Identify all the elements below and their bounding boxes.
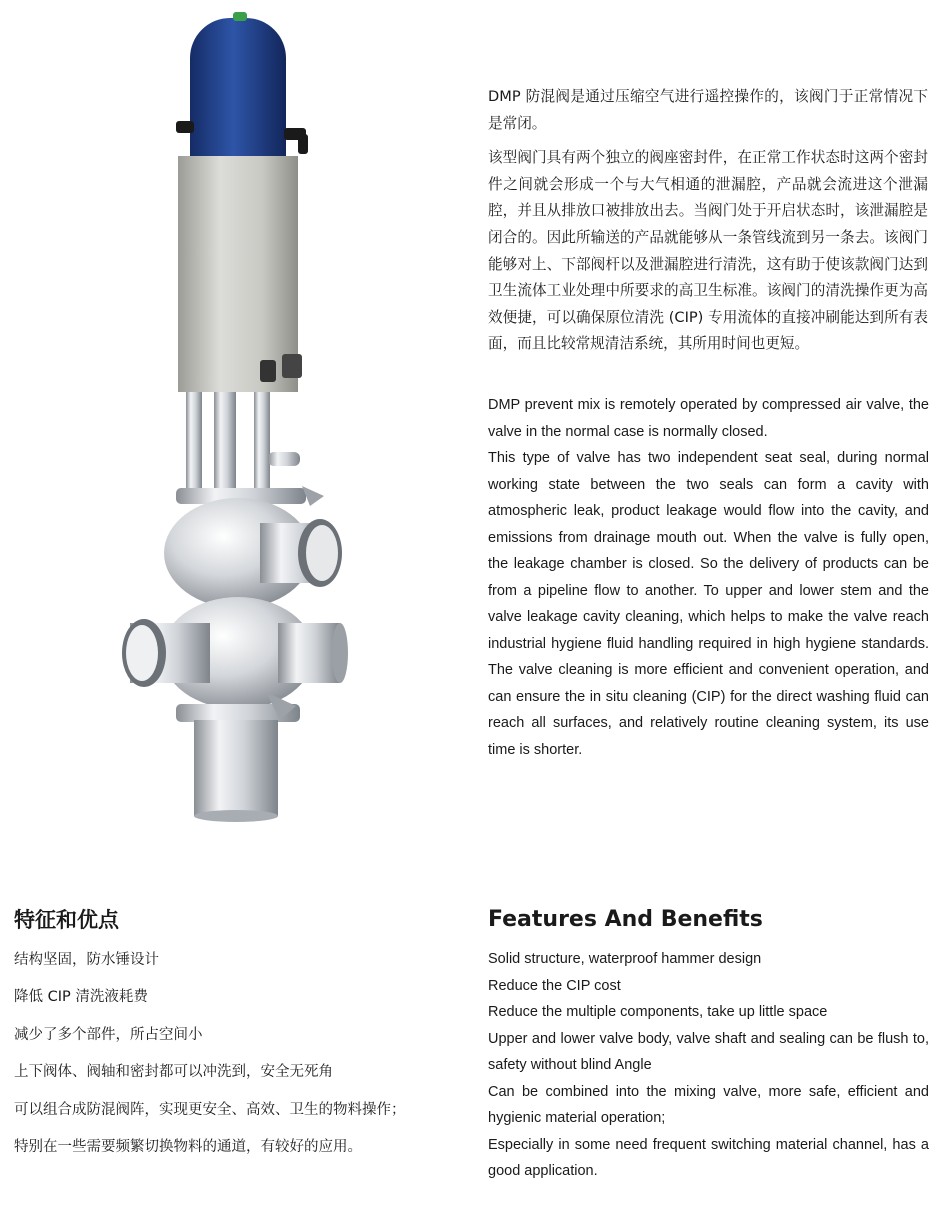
list-item: 结构坚固，防水锤设计 — [14, 952, 159, 968]
list-item: Especially in some need frequent switching material channel, has a good application. — [488, 1136, 929, 1179]
list-item: 可以组合成防混阀阵，实现更安全、高效、卫生的物料操作； — [14, 1101, 406, 1118]
features-list-cn — [14, 945, 454, 1169]
list-item: 上下阀体、阀轴和密封都可以冲洗到，安全无死角 — [14, 1064, 333, 1081]
intro-chinese — [488, 84, 928, 366]
features-heading-cn: 特征和优点 — [14, 908, 119, 932]
list-item: 降低 CIP 清洗液耗费 — [14, 989, 148, 1006]
outlet-pipe — [194, 720, 278, 822]
lantern-yoke — [186, 392, 300, 492]
valve-body — [122, 498, 348, 709]
list-item: 特别在一些需要频繁切换物料的通道，有较好的应用。 — [14, 1138, 362, 1155]
intro-english — [488, 392, 929, 763]
mix-proof-valve-illustration — [110, 8, 370, 828]
list-item: 减少了多个部件，所占空间小 — [14, 1026, 203, 1043]
actuator-head — [176, 12, 308, 158]
list-item: Can be combined into the mixing valve, more safe, efficient and hygienic material operation; — [488, 1083, 929, 1126]
intro-cn-paragraph: DMP 防混阀是通过压缩空气进行遥控操作的，该阀门于正常情况下是常闭。 — [488, 88, 928, 132]
list-item: Reduce the multiple components, take up little space — [488, 1004, 828, 1020]
features-list-en — [488, 946, 929, 1185]
list-item: Solid structure, waterproof hammer design — [488, 951, 762, 967]
actuator-cylinder — [178, 156, 302, 392]
features-heading-en: Features And Benefits — [488, 907, 763, 932]
intro-en-paragraph: DMP prevent mix is remotely operated by compressed air valve, the valve in the normal case is normally closed. — [488, 397, 929, 440]
intro-en-paragraph: This type of valve has two independent seat seal, during normal working state between the two seals can form a cavity with atmospheric leak, product leakage would flow into the cavity, and emissions from drainage mouth out. When the valve is fully open, the leakage chamber is closed. So the delivery of products can be from a pipeline flow to another. To upper and lower stem and the valve leakage cavity cleaning, which helps to make the valve reach industrial hygiene fluid handling required in high hygiene standards. The valve cleaning is more efficient and convenient operation, and can ensure the in situ cleaning (CIP) for the direct washing fluid can reach all surfaces, and relatively routine cleaning system, its use time is shorter. — [488, 450, 929, 758]
intro-cn-paragraph: 该型阀门具有两个独立的阀座密封件，在正常工作状态时这两个密封件之间就会形成一个与大气相通的泄漏腔，产品就会流进这个泄漏腔，并且从排放口被排放出去。当阀门处于开启状态时，该泄漏腔是闭合的。因此所输送的产品就能够从一条管线流到另一条去。该阀门能够对上、下部阀杆以及泄漏腔进行清洗，这有助于使该款阀门达到卫生流体工业处理中所要求的高卫生标准。该阀门的清洗操作更为高效便捷，可以确保原位清洗 (CIP) 专用流体的直接冲刷能达到所有表面，而且比较常规清洁系统，其所用时间也更短。 — [488, 149, 928, 353]
list-item: Reduce the CIP cost — [488, 977, 621, 994]
list-item: Upper and lower valve body, valve shaft and sealing can be flush to, safety without blind Angle — [488, 1030, 929, 1073]
